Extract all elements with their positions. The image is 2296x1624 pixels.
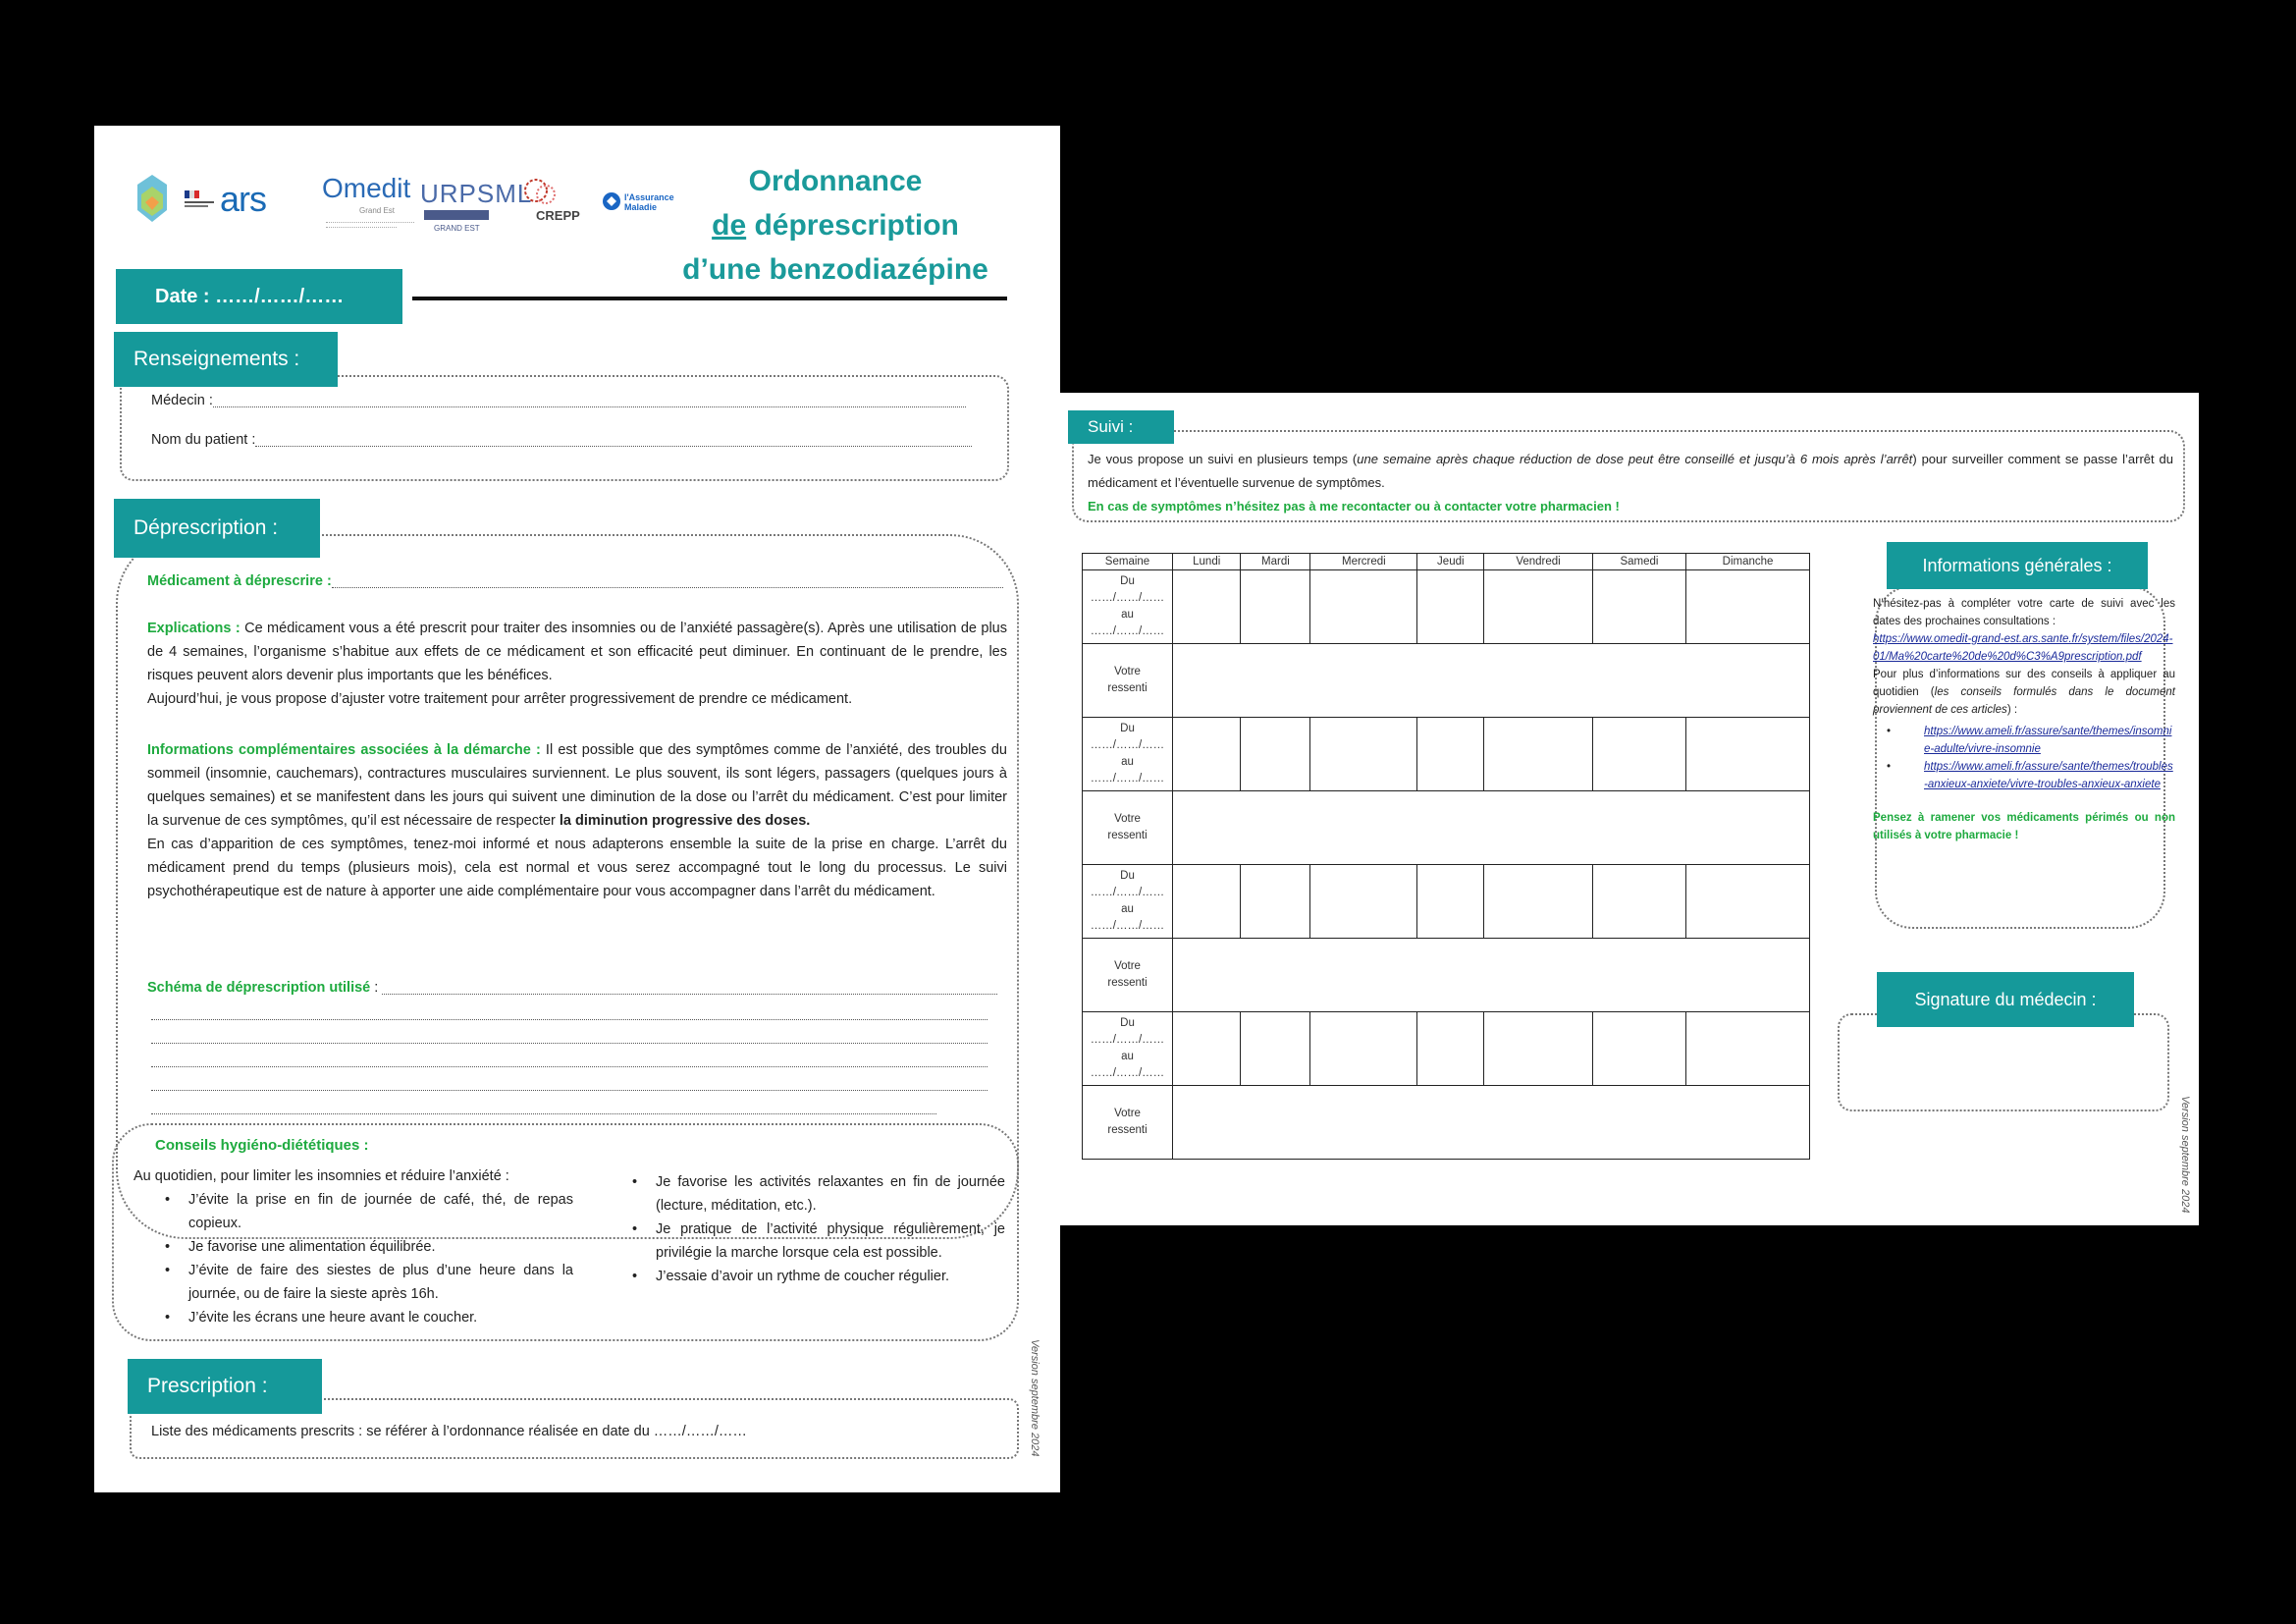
column-header: Lundi (1173, 554, 1241, 570)
schema-label: Schéma de déprescription utilisé (147, 980, 371, 996)
column-header: Dimanche (1686, 554, 1810, 570)
week-dates-line: ……/……/…… (1090, 773, 1165, 785)
ressenti-cell[interactable] (1173, 644, 1810, 718)
column-header: Jeudi (1417, 554, 1484, 570)
infos-links-list (1873, 723, 2175, 793)
logo-row (133, 165, 683, 244)
week-dates-line: au (1121, 1051, 1134, 1062)
medicament-field[interactable] (147, 569, 1003, 593)
version-label-2: Version septembre 2024 (2179, 1096, 2191, 1214)
day-cell[interactable] (1686, 865, 1810, 939)
title-line-1: Ordonnance (748, 165, 923, 197)
column-header: Vendredi (1484, 554, 1593, 570)
suivi-heading: Suivi : (1068, 410, 1174, 444)
omedit-tagline (326, 218, 414, 236)
day-cell[interactable] (1592, 570, 1685, 644)
version-label: Version septembre 2024 (1029, 1339, 1041, 1457)
infos-bold: la diminution progressive des doses. (559, 813, 811, 829)
week-dates-line: Du (1120, 870, 1135, 882)
infos-paragraph (147, 738, 1007, 903)
ressenti-label-line: ressenti (1107, 830, 1148, 841)
link-ameli-insomnie[interactable]: https://www.ameli.fr/assure/sante/themes/insomnie-adulte/vivre-insomnie (1924, 726, 2172, 755)
patient-dots (255, 428, 972, 447)
ressenti-label-line: Votre (1114, 813, 1141, 825)
week-dates-line: ……/……/…… (1090, 887, 1165, 898)
crepp-logo-icon (522, 177, 561, 210)
infos-p1: N’hésitez-pas à compléter votre carte de suivi avec les dates des prochaines consultations : (1873, 598, 2175, 627)
title-underline (412, 297, 1007, 300)
ars-logo: ars (220, 179, 267, 219)
medecin-label: Médecin : (151, 393, 213, 408)
ressenti-label-line: Votre (1114, 666, 1141, 677)
week-dates-line: ……/……/…… (1090, 592, 1165, 604)
ressenti-cell[interactable] (1173, 791, 1810, 865)
ressenti-label-cell (1083, 939, 1173, 1012)
conseils-heading: Conseils hygiéno-diététiques : (151, 1137, 373, 1154)
title-line-2 (624, 203, 1046, 247)
ressenti-label-cell (1083, 1086, 1173, 1160)
day-cell[interactable] (1484, 570, 1593, 644)
ressenti-cell[interactable] (1173, 1086, 1810, 1160)
hexagon-logo-icon (133, 173, 171, 224)
day-cell[interactable] (1686, 1012, 1810, 1086)
day-cell[interactable] (1241, 570, 1310, 644)
explications-paragraph (147, 617, 1007, 711)
week-dates-line: au (1121, 903, 1134, 915)
ressenti-label-line: ressenti (1107, 682, 1148, 694)
week-dates-line: ……/……/…… (1090, 1034, 1165, 1046)
infos-text-2: En cas d’apparition de ces symptômes, tenez-moi informé et nous adapterons ensemble la suite de la prise en charge. L’arrêt du médicament prend du temps (plusieurs mois), cela est normal et vous serez accompagné tout le long du processus. Le suivi psychothérapeutique est de nature à apporter une aide complémentaire pour vous accompagner dans l’arrêt du médicament. (147, 837, 1007, 899)
week-dates-cell[interactable] (1083, 570, 1173, 644)
medecin-field[interactable] (151, 389, 966, 412)
day-cell[interactable] (1484, 718, 1593, 791)
table-row (1083, 718, 1810, 791)
day-cell[interactable] (1173, 865, 1241, 939)
schema-field[interactable]: Schéma de déprescription utilisé : (147, 976, 997, 1000)
week-dates-cell[interactable] (1083, 718, 1173, 791)
column-header: Semaine (1083, 554, 1173, 570)
republique-francaise-logo-icon (185, 190, 214, 212)
week-dates-line: Du (1120, 723, 1135, 734)
assurance-maladie-logo-icon (601, 190, 622, 212)
day-cell[interactable] (1173, 570, 1241, 644)
schema-line-2[interactable] (151, 1043, 988, 1044)
medicament-label: Médicament à déprescrire : (147, 573, 332, 589)
explications-text-2: Aujourd’hui, je vous propose d’ajuster votre traitement pour arrêter progressivement de prendre ce médicament. (147, 691, 853, 707)
link-carte-deprescription[interactable]: https://www.omedit-grand-est.ars.sante.fr/system/files/2024-01/Ma%20carte%20de%20d%C3%A9prescription.pdf (1873, 633, 2173, 663)
list-item: • Je favorise les activités relaxantes en fin de journée (lecture, méditation, etc.). (618, 1170, 1005, 1218)
week-dates-cell[interactable] (1083, 1012, 1173, 1086)
column-header: Mardi (1241, 554, 1310, 570)
link-ameli-anxiete[interactable]: https://www.ameli.fr/assure/sante/themes/troubles-anxieux-anxiete/vivre-troubles-anxieux-anxiete (1924, 761, 2173, 790)
week-dates-line: ……/……/…… (1090, 1067, 1165, 1079)
table-row (1083, 791, 1810, 865)
column-header: Samedi (1592, 554, 1685, 570)
ressenti-label-line: Votre (1114, 960, 1141, 972)
schema-line-1[interactable] (151, 1019, 988, 1020)
infos-label: Informations complémentaires associées à la démarche : (147, 742, 541, 758)
table-row (1083, 939, 1810, 1012)
week-dates-line: au (1121, 609, 1134, 621)
day-cell[interactable] (1241, 865, 1310, 939)
suivi-text-italic: une semaine après chaque réduction de dose peut être conseillé et jusqu’à 6 mois après l’arrêt (1357, 452, 1913, 466)
title-line-3: d’une benzodiazépine (682, 253, 988, 286)
day-cell[interactable] (1592, 718, 1685, 791)
column-header: Mercredi (1310, 554, 1417, 570)
page-1 (94, 126, 1060, 1492)
list-item: • J’évite les écrans une heure avant le coucher. (151, 1306, 573, 1329)
title-deprescription: déprescription (746, 209, 959, 242)
list-item (1873, 723, 2175, 758)
table-row (1083, 865, 1810, 939)
day-cell[interactable] (1173, 718, 1241, 791)
conseils-intro: Au quotidien, pour limiter les insomnies et réduire l’anxiété : (133, 1168, 509, 1184)
day-cell[interactable] (1417, 865, 1484, 939)
deprescription-heading: Déprescription : (114, 499, 320, 558)
medicament-dots (332, 569, 1003, 588)
table-row (1083, 644, 1810, 718)
schema-dots (382, 976, 997, 995)
signature-box[interactable] (1838, 1013, 2169, 1111)
crepp-logo: CREPP (536, 208, 580, 223)
explications-text: Ce médicament vous a été prescrit pour traiter des insomnies ou de l’anxiété passagère(s). Après une utilisation de plus de 4 semaines, l’organisme s’habitue aux effets de ce médicament et son efficacité peut diminuer. En continuant de le prendre, les risques peuvent alors devenir plus importants que les bénéfices. (147, 621, 1007, 683)
prescription-text: Liste des médicaments prescrits : se référer à l’ordonnance réalisée en date du ……/……/…… (151, 1424, 747, 1439)
explications-label: Explications : (147, 621, 240, 636)
signature-heading: Signature du médecin : (1877, 972, 2134, 1027)
day-cell[interactable] (1686, 570, 1810, 644)
table-row (1083, 1012, 1810, 1086)
week-dates-line: Du (1120, 575, 1135, 587)
day-cell[interactable] (1173, 1012, 1241, 1086)
conseils-left-list (151, 1188, 573, 1329)
infos-text: Il est possible que des symptômes comme de l’anxiété, des troubles du sommeil (insomnie, cauchemars), contractures musculaires surviennent. Le plus souvent, ils sont légers, passagers (quelques jours à quelques semaines) et se manifestent dans les jours qui suivent une diminution de la dose ou l’arrêt du médicament. C’est pour limiter la survenue de ces symptômes, qu’il est nécessaire de respecter (147, 742, 1007, 829)
urps-sub (424, 210, 489, 220)
suivi-green: En cas de symptômes n’hésitez pas à me recontacter ou à contacter votre pharmacien ! (1088, 499, 1620, 514)
ressenti-label-line: ressenti (1107, 977, 1148, 989)
day-cell[interactable] (1592, 1012, 1685, 1086)
infos-content (1873, 595, 2175, 844)
ressenti-label-cell (1083, 644, 1173, 718)
medecin-dots (213, 389, 966, 407)
list-item: • J’évite la prise en fin de journée de café, thé, de repas copieux. (151, 1188, 573, 1235)
table-row (1083, 570, 1810, 644)
patient-label: Nom du patient : (151, 432, 256, 448)
day-cell[interactable] (1417, 718, 1484, 791)
renseignements-heading: Renseignements : (114, 332, 338, 387)
list-item: • Je pratique de l’activité physique régulièrement, je privilégie la marche lorsque cela est possible. (618, 1218, 1005, 1265)
prescription-heading: Prescription : (128, 1359, 322, 1414)
day-cell[interactable] (1310, 718, 1417, 791)
table-body (1083, 570, 1810, 1160)
title-de: de (712, 209, 747, 242)
day-cell[interactable] (1484, 1012, 1593, 1086)
day-cell[interactable] (1417, 570, 1484, 644)
list-item: • Je favorise une alimentation équilibrée. (151, 1235, 573, 1259)
urps-logo: URPSML (420, 179, 533, 208)
list-item (1873, 758, 2175, 793)
suivi-text-b: ) pour surveiller comment se passe l’arrêt du médicament et l’éventuelle survenue de symptômes. (1088, 452, 2173, 490)
day-cell[interactable] (1417, 1012, 1484, 1086)
schema-line-4[interactable] (151, 1090, 988, 1091)
page-2 (1060, 393, 2199, 1225)
list-item: • J’essaie d’avoir un rythme de coucher régulier. (618, 1265, 1005, 1288)
table-row (1083, 1086, 1810, 1160)
urps-region: GRAND EST (434, 224, 480, 233)
suivi-text-a: Je vous propose un suivi en plusieurs temps ( (1088, 452, 1358, 466)
date-box[interactable]: Date : ……/……/…… (116, 269, 402, 324)
patient-field[interactable] (151, 428, 972, 452)
day-cell[interactable] (1241, 1012, 1310, 1086)
day-cell[interactable] (1686, 718, 1810, 791)
schema-line-3[interactable] (151, 1066, 988, 1067)
suivi-paragraph (1088, 448, 2173, 518)
day-cell[interactable] (1592, 865, 1685, 939)
day-cell[interactable] (1241, 718, 1310, 791)
week-dates-line: ……/……/…… (1090, 739, 1165, 751)
day-cell[interactable] (1310, 1012, 1417, 1086)
week-dates-line: Du (1120, 1017, 1135, 1029)
assurance-maladie-logo: l'Assurance Maladie (624, 192, 674, 212)
suivi-table (1082, 553, 1810, 1160)
week-dates-line: ……/……/…… (1090, 625, 1165, 637)
day-cell[interactable] (1310, 570, 1417, 644)
day-cell[interactable] (1310, 865, 1417, 939)
schema-line-5[interactable] (151, 1113, 936, 1114)
omedit-logo: Omedit (322, 173, 411, 203)
ressenti-label-line: Votre (1114, 1108, 1141, 1119)
ressenti-cell[interactable] (1173, 939, 1810, 1012)
infos-p2: Pour plus d’informations sur des conseils à appliquer au quotidien (les conseils formulés dans le document proviennent de ces articles) : (1873, 669, 2175, 716)
omedit-sub: Grand Est (359, 206, 396, 215)
infos-green: Pensez à ramener vos médicaments périmés ou non utilisés à votre pharmacie ! (1873, 812, 2175, 841)
ressenti-label-line: ressenti (1107, 1124, 1148, 1136)
day-cell[interactable] (1484, 865, 1593, 939)
infos-heading: Informations générales : (1887, 542, 2148, 589)
list-item: • J’évite de faire des siestes de plus d’une heure dans la journée, ou de faire la sieste après 16h. (151, 1259, 573, 1306)
week-dates-line: ……/……/…… (1090, 920, 1165, 932)
week-dates-line: au (1121, 756, 1134, 768)
week-dates-cell[interactable] (1083, 865, 1173, 939)
document-title (624, 159, 1046, 292)
ressenti-label-cell (1083, 791, 1173, 865)
conseils-right-list (618, 1170, 1005, 1288)
table-header-row (1083, 554, 1810, 570)
